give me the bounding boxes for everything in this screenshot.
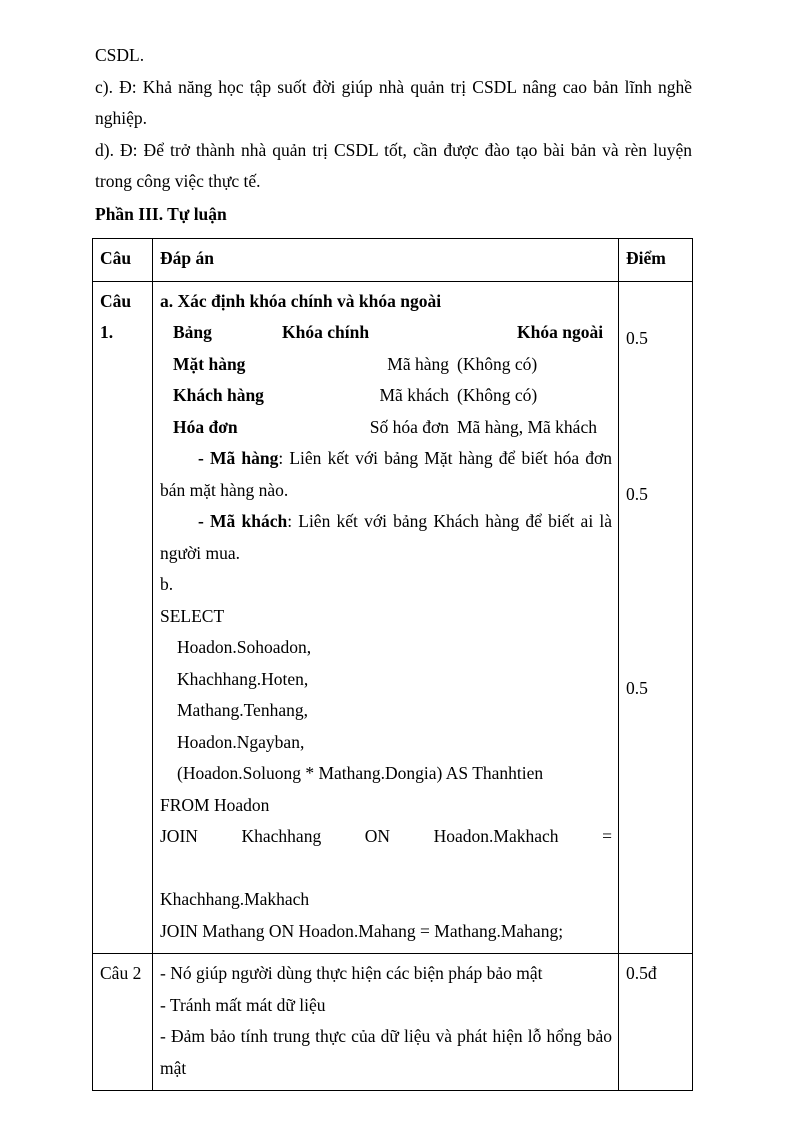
- key-row-bang: Mặt hàng: [173, 353, 246, 374]
- explanation-ma-hang-label: - Mã hàng: [198, 448, 279, 468]
- sql-line-field: Mathang.Tenhang,: [177, 700, 308, 720]
- header-cell-dap-an: Đáp án: [153, 239, 619, 282]
- key-table-row-hoa-don: [160, 412, 612, 444]
- diem-value: 0.5đ: [626, 963, 657, 983]
- key-row-bang: Hóa đơn: [173, 416, 238, 437]
- table-header-row: [93, 239, 693, 282]
- sql-line-field: Hoadon.Sohoadon,: [177, 637, 312, 657]
- bullet-item: - Tránh mất mát dữ liệu: [160, 994, 326, 1015]
- key-row-khoa-chinh: Mã khách: [379, 385, 449, 405]
- key-row-bang: Khách hàng: [173, 385, 264, 405]
- cau-1-word: Câu: [100, 290, 132, 311]
- key-row-khoa-ngoai: (Không có): [457, 353, 538, 374]
- key-table-row-mat-hang: [160, 349, 612, 381]
- intro-paragraph-d: d). Đ: Để trở thành nhà quản trị CSDL tốt, cần được đào tạo bài bản và rèn luyện trong công việc thực tế.: [95, 139, 692, 191]
- answer-part-b-label: b.: [160, 574, 174, 594]
- sql-line-field: Hoadon.Ngayban,: [177, 731, 305, 752]
- sql-line-join-continuation: Khachhang.Makhach: [160, 889, 310, 909]
- explanation-ma-khach: [160, 506, 612, 569]
- diem-cell-cau-2: [619, 954, 693, 1091]
- key-row-khoa-chinh: Mã hàng: [387, 353, 449, 374]
- key-row-khoa-ngoai: (Không có): [457, 385, 538, 405]
- header-cell-diem: Điểm: [619, 239, 693, 282]
- key-row-khoa-chinh: Số hóa đơn: [369, 416, 449, 437]
- diem-value: 0.5: [626, 484, 648, 504]
- intro-text-block: [95, 40, 692, 198]
- row-label-cau-2: Câu 2: [93, 954, 153, 1091]
- table-row: [93, 954, 693, 1091]
- diem-value: 0.5: [626, 677, 648, 698]
- diem-cell-cau-1: [619, 281, 693, 954]
- join-token: Hoadon.Makhach: [433, 826, 559, 846]
- diem-value: 0.5: [626, 327, 648, 348]
- explanation-ma-khach-label: - Mã khách: [198, 511, 288, 531]
- answer-cell-cau-1: [153, 281, 619, 954]
- intro-line-csdl: CSDL.: [95, 45, 145, 65]
- key-table-header-khoa-chinh: Khóa chính: [282, 322, 370, 342]
- key-table-header-khoa-ngoai: Khóa ngoài: [517, 322, 604, 342]
- key-row-khoa-ngoai: Mã hàng, Mã khách: [457, 416, 597, 437]
- bullet-item: - Đảm bảo tính trung thực của dữ liệu và phát hiện lỗ hổng bảo mật: [160, 1026, 612, 1078]
- row-label-cau-1: [93, 281, 153, 954]
- key-table-header-bang: Bảng: [173, 322, 212, 342]
- key-table-row-khach-hang: [160, 380, 612, 412]
- explanation-ma-hang-text: : Liên kết với bảng Mặt hàng để biết hóa đơn bán mặt hàng nào.: [160, 448, 612, 500]
- join-token: Khachhang: [241, 826, 322, 846]
- answer-title-a: a. Xác định khóa chính và khóa ngoài: [160, 290, 442, 311]
- sql-line-join-khachhang: [160, 821, 612, 884]
- sql-line-join-mathang: JOIN Mathang ON Hoadon.Mahang = Mathang.Mahang;: [160, 920, 564, 941]
- sql-line-from: FROM Hoadon: [160, 794, 270, 815]
- header-cell-cau: Câu: [93, 239, 153, 282]
- table-row: [93, 281, 693, 954]
- section-heading-part-three: Phần III. Tự luận: [95, 204, 227, 224]
- answer-key-table: [92, 238, 693, 1091]
- intro-paragraph-c: c). Đ: Khả năng học tập suốt đời giúp nhà quản trị CSDL nâng cao bản lĩnh nghề nghiệp.: [95, 76, 692, 128]
- cau-1-number: 1.: [100, 322, 114, 342]
- sql-line-field: Khachhang.Hoten,: [177, 668, 309, 689]
- join-token: ON: [364, 826, 391, 846]
- sql-line-expression: (Hoadon.Soluong * Mathang.Dongia) AS Thanhtien: [177, 763, 544, 783]
- sql-line-select: SELECT: [160, 605, 225, 626]
- answer-cell-cau-2: [153, 954, 619, 1091]
- bullet-item: - Nó giúp người dùng thực hiện các biện pháp bảo mật: [160, 963, 543, 983]
- explanation-ma-khach-text: : Liên kết với bảng Khách hàng để biết ai là người mua.: [160, 511, 613, 563]
- join-token: JOIN: [160, 826, 198, 846]
- key-table-header-row: [160, 317, 612, 349]
- explanation-ma-hang: [160, 443, 612, 506]
- join-token: =: [602, 826, 612, 846]
